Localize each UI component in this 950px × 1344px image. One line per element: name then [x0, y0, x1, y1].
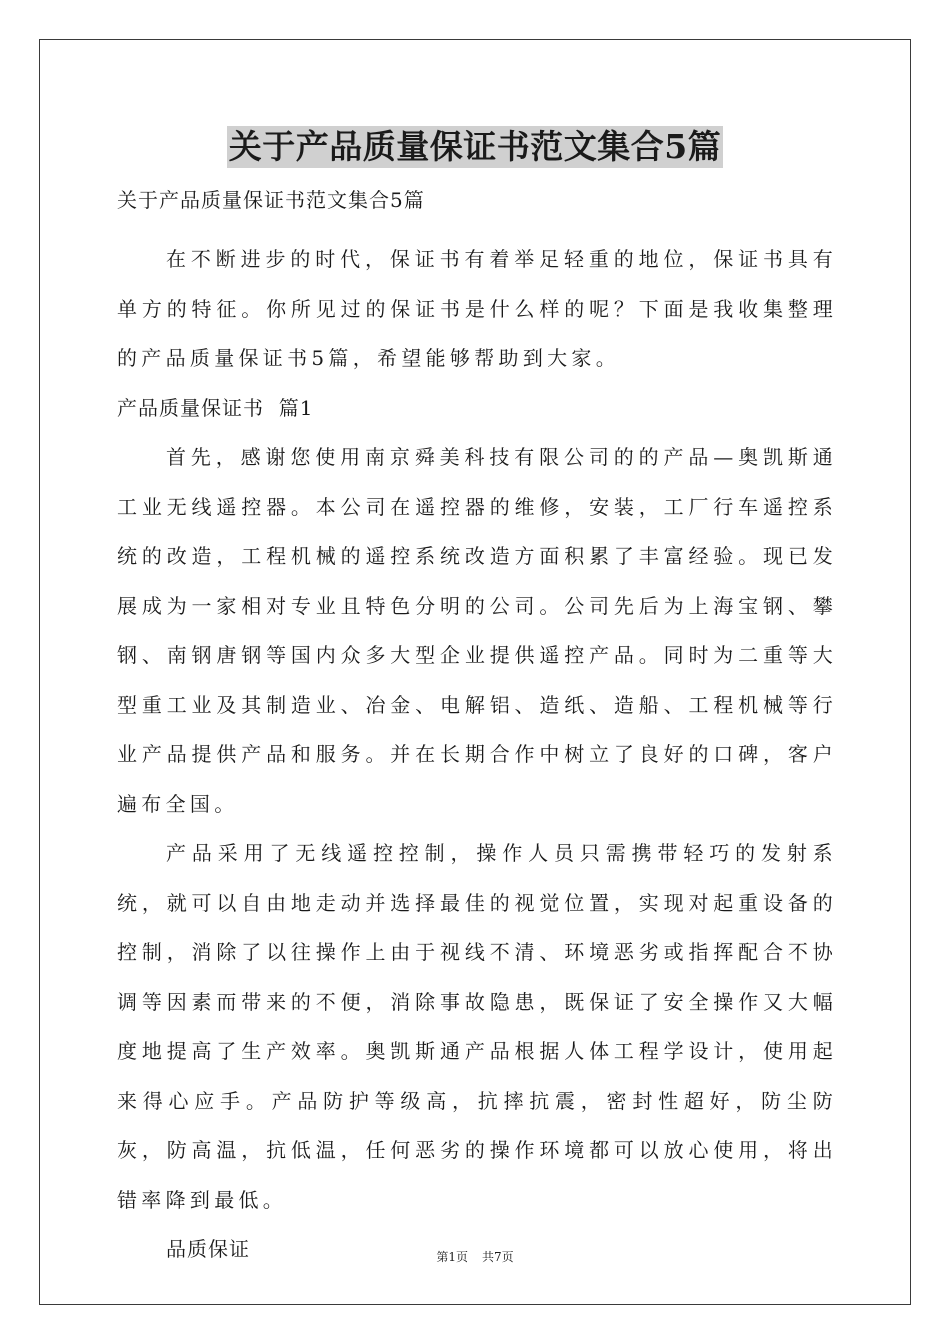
page-total: 共7页 — [482, 1250, 514, 1264]
title-container — [0, 126, 950, 168]
paragraph-product-features: 产品采用了无线遥控控制，操作人员只需携带轻巧的发射系统，就可以自由地走动并选择最佳的视觉位置，实现对起重设备的控制，消除了以往操作上由于视线不清、环境恶劣或指挥配合不协调等因素而带来的不便，消除事故隐患，既保证了安全操作又大幅度地提高了生产效率。奥凯斯通产品根据人体工程学设计，使用起来得心应手。产品防护等级高，抗摔抗震，密封性超好，防尘防灰，防高温，抗低温，任何恶劣的操作环境都可以放心使用，将出错率降到最低。 — [117, 841, 837, 1212]
document-title: 关于产品质量保证书范文集合5篇 — [228, 127, 722, 166]
document-subtitle: 关于产品质量保证书范文集合5篇 — [117, 188, 425, 212]
page-footer — [0, 1248, 950, 1265]
intro-paragraph: 在不断进步的时代，保证书有着举足轻重的地位，保证书具有单方的特征。你所见过的保证书是什么样的呢？下面是我收集整理的产品质量保证书5篇，希望能够帮助到大家。 — [117, 247, 837, 370]
page-number: 第1页 — [436, 1250, 468, 1264]
document-body — [117, 182, 837, 1275]
paragraph-quality-guarantee: 品质保证 — [166, 1237, 250, 1261]
section-heading: 产品质量保证书 篇1 — [117, 395, 314, 420]
paragraph-company-intro: 首先，感谢您使用南京舜美科技有限公司的的产品—奥凯斯通工业无线遥控器。本公司在遥控器的维修，安装，工厂行车遥控系统的改造，工程机械的遥控系统改造方面积累了丰富经验。现已发展成为一家相对专业且特色分明的公司。公司先后为上海宝钢、攀钢、南钢唐钢等国内众多大型企业提供遥控产品。同时为二重等大型重工业及其制造业、冶金、电解铝、造纸、造船、工程机械等行业产品提供产品和服务。并在长期合作中树立了良好的口碑，客户遍布全国。 — [117, 445, 837, 816]
